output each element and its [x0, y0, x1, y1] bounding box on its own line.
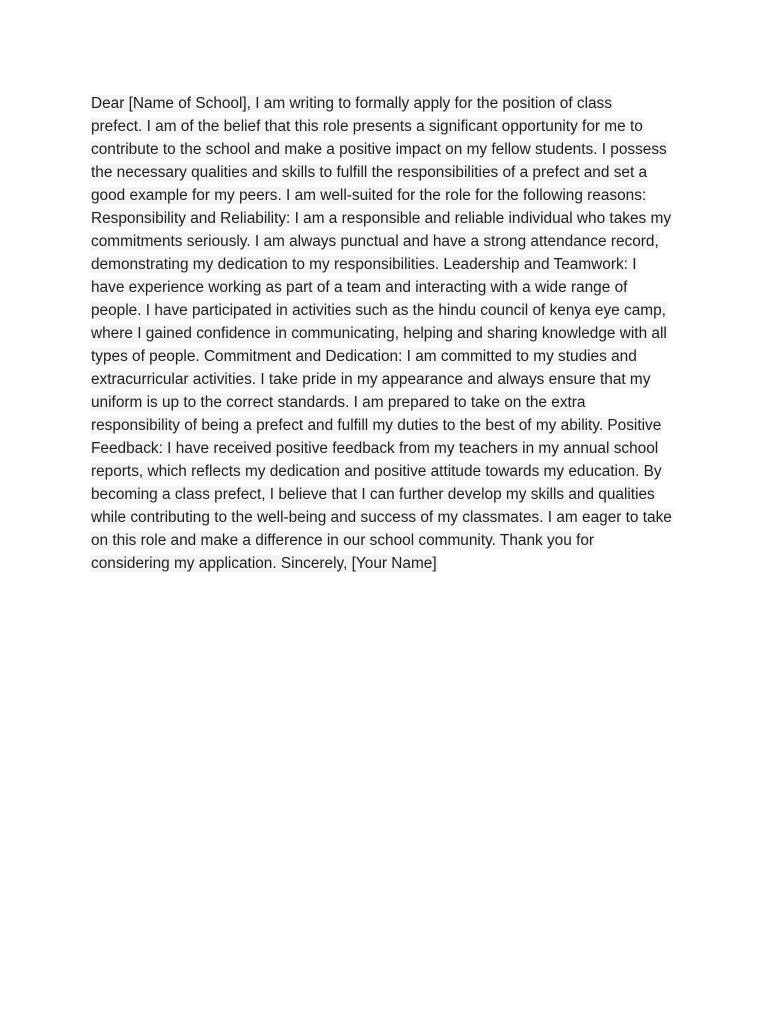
letter-line — [90, 115, 680, 138]
letter-line — [90, 276, 680, 299]
letter-line-text: uniform is up to the correct standards. I am prepared to take on the extra — [91, 394, 586, 411]
letter-line-text: Dear [Name of School], I am writing to formally apply for the position of class — [91, 95, 612, 112]
letter-line — [90, 345, 680, 368]
letter-line — [90, 506, 680, 529]
letter-line-text: Feedback: I have received positive feedback from my teachers in my annual school — [91, 440, 659, 457]
letter-line — [90, 368, 680, 391]
letter-line — [90, 253, 680, 276]
letter-line — [90, 529, 680, 552]
letter-line — [90, 460, 680, 483]
letter-line — [90, 322, 680, 345]
letter-line-text: reports, which reflects my dedication and positive attitude towards my education. By — [91, 463, 662, 480]
letter-line — [90, 138, 680, 161]
letter-line-text: considering my application. Sincerely, [Your Name] — [91, 555, 437, 572]
letter-line-text: contribute to the school and make a positive impact on my fellow students. I possess — [91, 141, 667, 158]
letter-line-text: types of people. Commitment and Dedication: I am committed to my studies and — [91, 348, 637, 365]
letter-line — [90, 391, 680, 414]
letter-line-text: while contributing to the well-being and success of my classmates. I am eager to take — [91, 509, 672, 526]
letter-line-text: extracurricular activities. I take pride in my appearance and always ensure that my — [91, 371, 651, 388]
letter-line-text: becoming a class prefect, I believe that I can further develop my skills and qualities — [91, 486, 655, 503]
letter-line-text: where I gained confidence in communicating, helping and sharing knowledge with all — [91, 325, 667, 342]
letter-line-text: responsibility of being a prefect and fulfill my duties to the best of my ability. Positive — [91, 417, 662, 434]
letter-line-text: prefect. I am of the belief that this role presents a significant opportunity for me to — [91, 118, 643, 135]
letter-line-text: on this role and make a difference in our school community. Thank you for — [91, 532, 595, 549]
letter-line-text: have experience working as part of a team and interacting with a wide range of — [91, 279, 628, 296]
letter-line — [90, 299, 680, 322]
letter-line-text: people. I have participated in activities such as the hindu council of kenya eye camp, — [91, 302, 666, 319]
letter-line — [90, 184, 680, 207]
letter-line-text: the necessary qualities and skills to fulfill the responsibilities of a prefect and set a — [91, 164, 648, 181]
letter-line-text: good example for my peers. I am well-suited for the role for the following reasons: — [91, 187, 647, 204]
letter-line — [90, 552, 680, 575]
letter-body — [90, 92, 680, 575]
letter-line — [90, 230, 680, 253]
letter-line-text: Responsibility and Reliability: I am a responsible and reliable individual who takes my — [91, 210, 672, 227]
letter-line — [90, 414, 680, 437]
letter-line-text: commitments seriously. I am always punctual and have a strong attendance record, — [91, 233, 659, 250]
letter-line — [90, 207, 680, 230]
letter-line — [90, 437, 680, 460]
letter-line-text: demonstrating my dedication to my responsibilities. Leadership and Teamwork: I — [91, 256, 637, 273]
letter-line — [90, 483, 680, 506]
letter-line — [90, 161, 680, 184]
letter-line — [90, 92, 680, 115]
